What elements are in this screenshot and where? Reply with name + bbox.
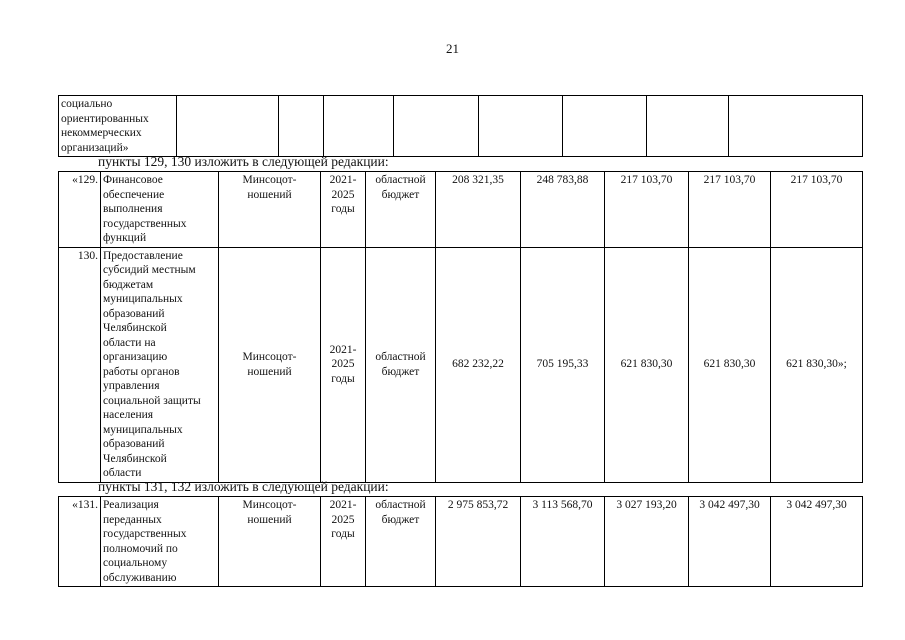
amount-cell: 217 103,70 [689,172,771,248]
amount-cell: 621 830,30 [689,247,771,482]
source-cell: областной бюджет [366,247,436,482]
description-line: управления [103,380,160,392]
description-cell [101,497,219,587]
table-row [59,96,863,157]
description-line: населения [103,409,154,421]
row-number: «131. [59,497,101,587]
description-line: ориентированных [61,112,149,125]
amount-cell [563,96,647,157]
period-cell [279,96,324,157]
source-cell: областной бюджет [366,497,436,587]
amount-cell: 621 830,30 [605,247,689,482]
description-line: Финансовое [103,174,163,186]
table-item-131 [58,496,863,587]
period-cell: 2021- 2025 годы [321,247,366,482]
description-line: социально [61,98,113,110]
table-row [59,497,863,587]
amount-cell: 3 113 568,70 [521,497,605,587]
amount-cell: 217 103,70 [771,172,863,248]
amount-cell: 208 321,35 [436,172,521,248]
table-row [59,247,863,482]
description-line: социальной защиты [103,394,201,407]
description-line: области на [103,336,156,349]
description-line: образований [103,307,165,320]
executor-cell: Минсоцот- ношений [219,497,321,587]
amount-cell [647,96,729,157]
amount-cell [729,96,863,157]
description-line: образований [103,438,165,450]
description-line: полномочий по [103,542,178,555]
row-number: 130. [59,247,101,482]
description-line: Предоставление [103,249,183,262]
description-line: Челябинской [103,322,167,334]
description-line: субсидий местным [103,264,196,276]
executor-cell [177,96,279,157]
page-number: 21 [446,41,459,56]
description-cell [101,247,219,482]
description-line: обеспечение [103,188,165,201]
amount-cell [479,96,563,157]
amount-cell [394,96,479,157]
amount-cell: 217 103,70 [605,172,689,248]
amount-cell: 248 783,88 [521,172,605,248]
description-line: работы органов [103,365,180,378]
description-line: организаций» [61,141,129,154]
source-cell [324,96,394,157]
executor-cell: Минсоцот- ношений [219,247,321,482]
amount-cell: 682 232,22 [436,247,521,482]
period-cell: 2021- 2025 годы [321,172,366,248]
row-number: «129. [59,172,101,248]
description-line: области [103,467,142,479]
description-cell [101,172,219,248]
table-row [59,172,863,248]
description-cell [59,96,177,157]
description-line: некоммерческих [61,127,142,139]
description-line: социальному [103,557,168,569]
amount-cell: 3 042 497,30 [689,497,771,587]
description-line: государственных [103,528,187,540]
description-line: бюджетам [103,278,154,291]
amount-cell: 705 195,33 [521,247,605,482]
amount-cell: 3 042 497,30 [771,497,863,587]
executor-cell: Минсоцот- ношений [219,172,321,248]
description-line: организацию [103,351,168,363]
amount-cell: 3 027 193,20 [605,497,689,587]
instruction-note: пункты 129, 130 изложить в следующей редакции: [98,154,389,169]
amount-cell: 2 975 853,72 [436,497,521,587]
source-cell: областной бюджет [366,172,436,248]
period-cell: 2021- 2025 годы [321,497,366,587]
table-items-129-130 [58,171,863,483]
table-continuation [58,95,863,157]
description-line: функций [103,232,147,244]
description-line: муниципальных [103,423,183,436]
description-line: государственных [103,217,187,230]
instruction-note: пункты 131, 132 изложить в следующей редакции: [98,479,389,494]
description-line: Реализация [103,499,159,511]
description-line: переданных [103,513,162,526]
description-line: Челябинской [103,452,167,465]
amount-cell: 621 830,30»; [771,247,863,482]
description-line: выполнения [103,203,163,215]
description-line: муниципальных [103,293,183,305]
description-line: обслуживанию [103,571,177,584]
